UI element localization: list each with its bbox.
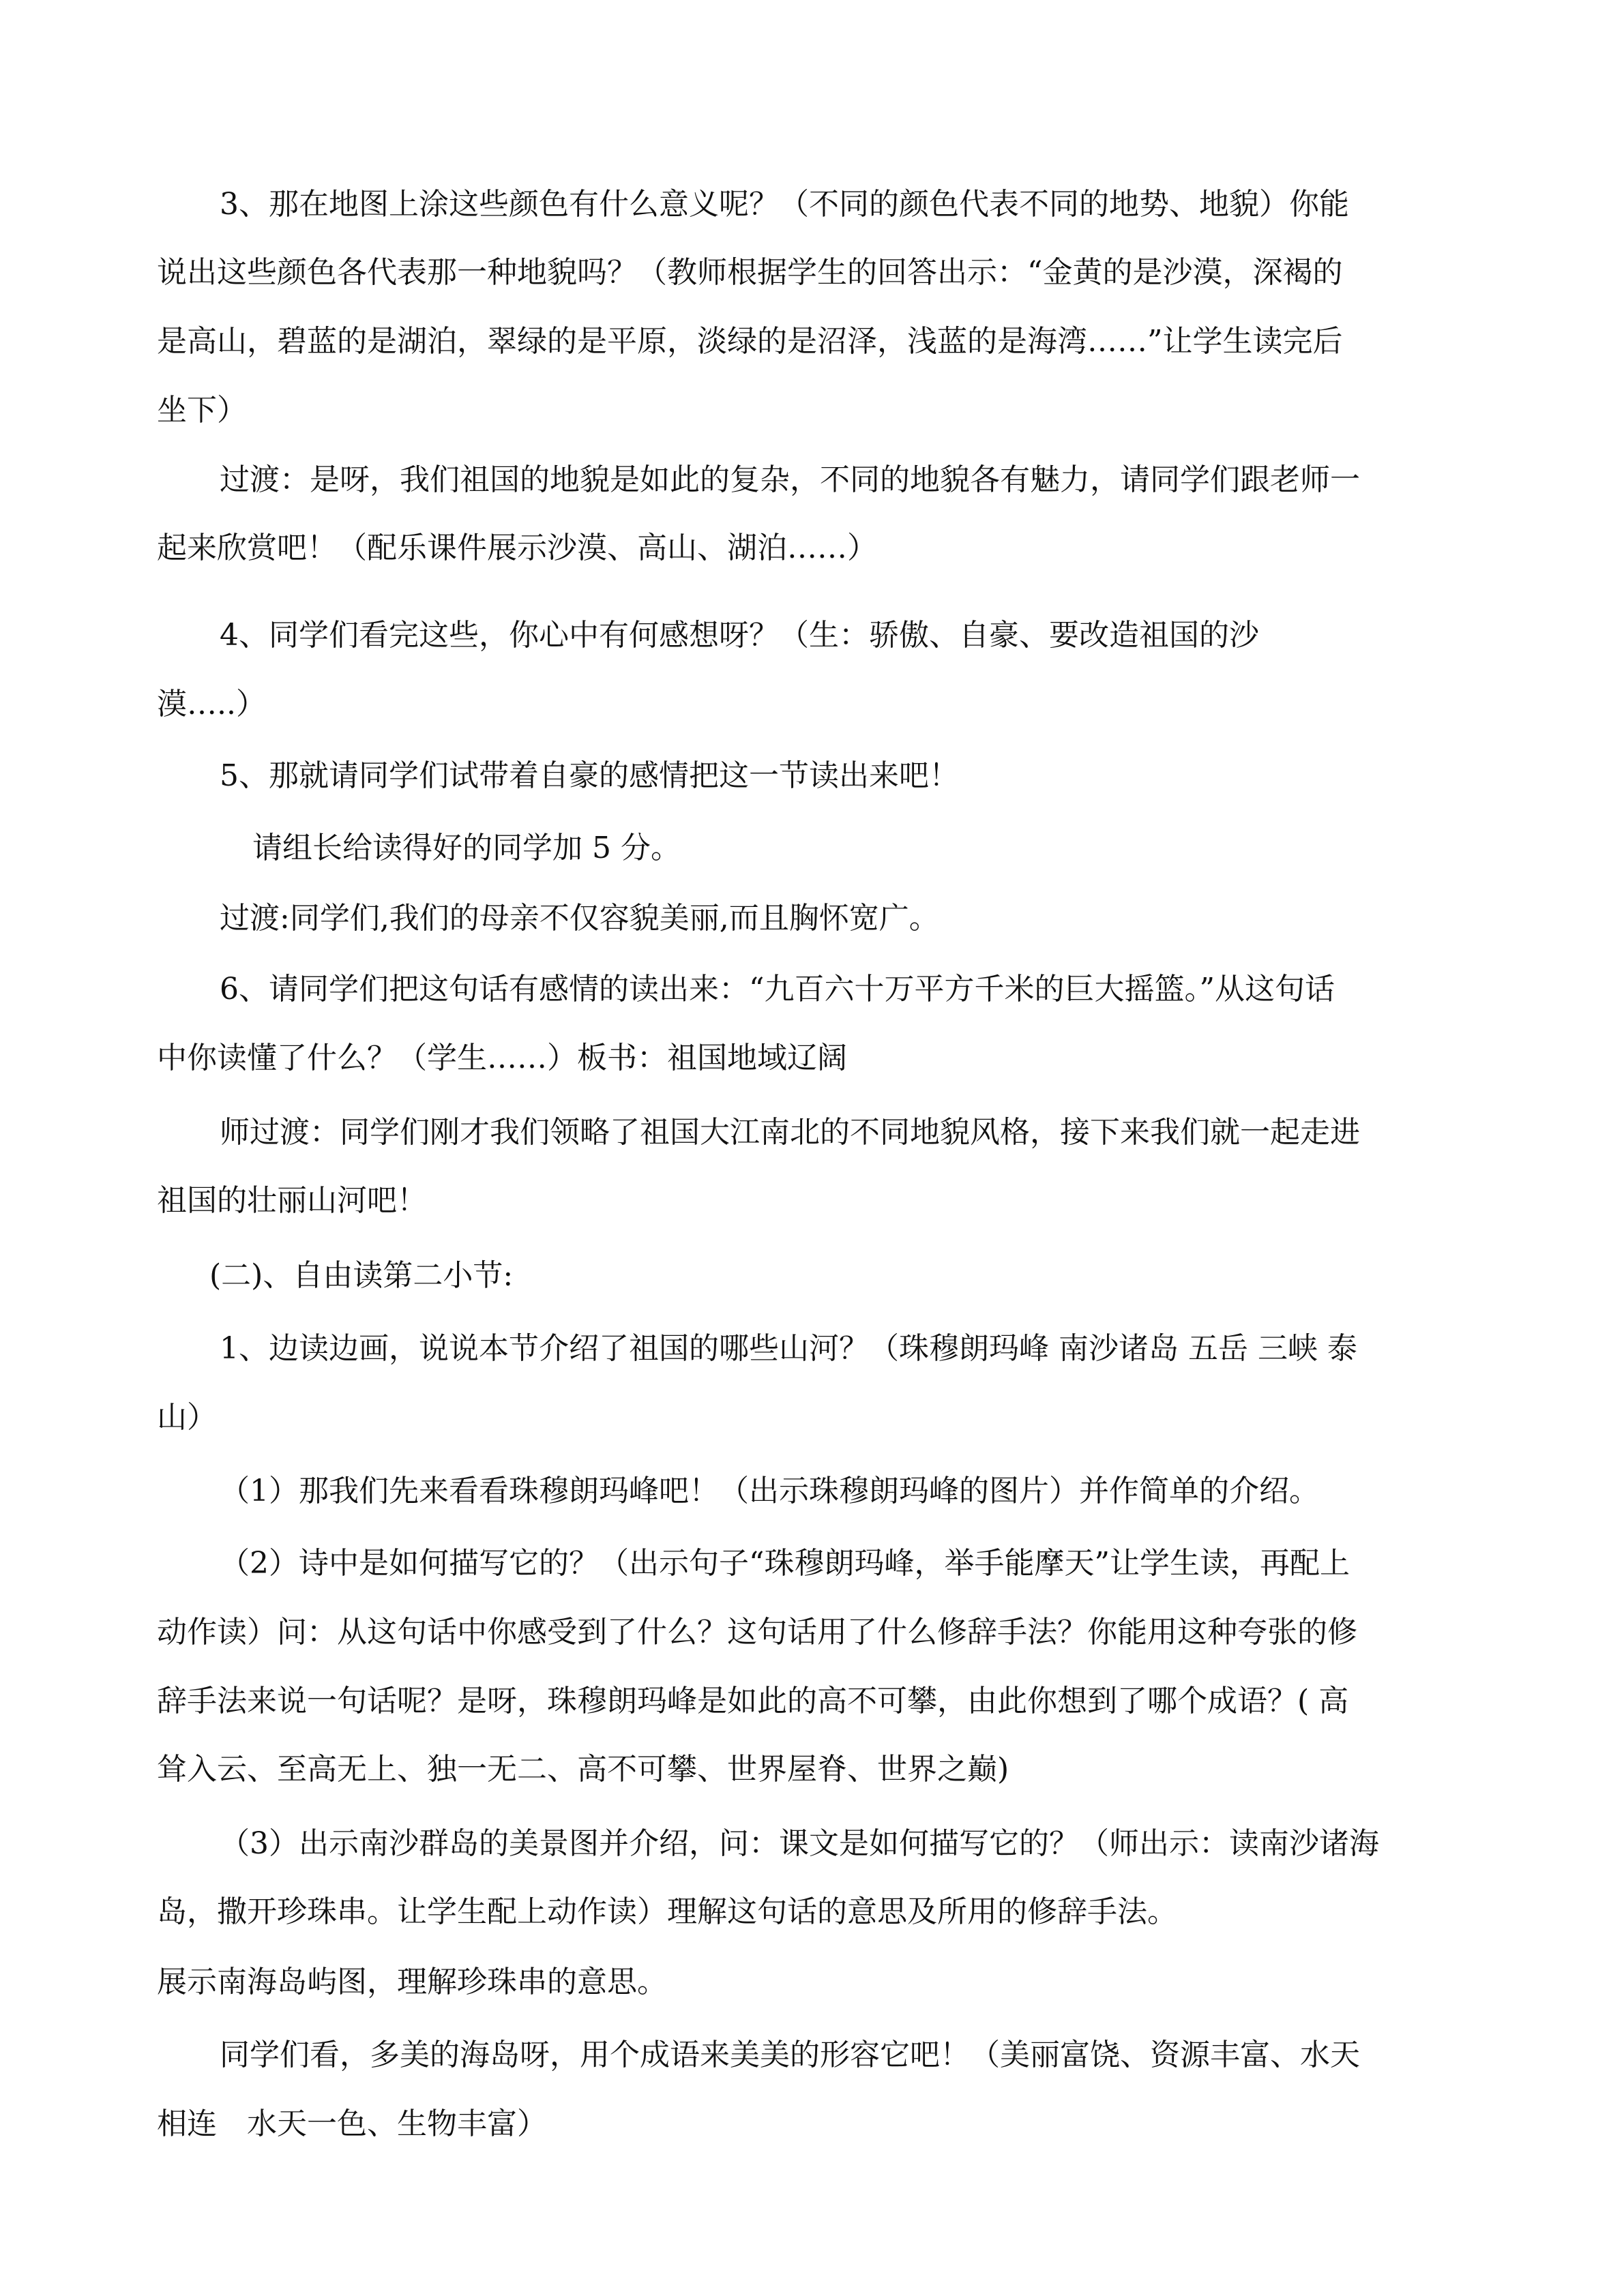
text-line: 展示南海岛屿图，理解珍珠串的意思。: [157, 1965, 667, 1999]
text-line: 过渡：是呀，我们祖国的地貌是如此的复杂，不同的地貌各有魅力，请同学们跟老师一: [220, 462, 1360, 497]
text-line: 耸入云、至高无上、独一无二、高不可攀、世界屋脊、世界之巅): [157, 1752, 1009, 1787]
section-heading: (二)、自由读第二小节:: [209, 1258, 514, 1293]
text-line: 3、那在地图上涂这些颜色有什么意义呢？（不同的颜色代表不同的地势、地貌）你能: [220, 187, 1349, 222]
text-line: 相连 水天一色、生物丰富）: [157, 2106, 547, 2141]
text-line: 过渡:同学们,我们的母亲不仅容貌美丽,而且胸怀宽广。: [220, 901, 939, 936]
text-line: 起来欣赏吧！（配乐课件展示沙漠、高山、湖泊……）: [157, 531, 877, 565]
text-line: 1、边读边画，说说本节介绍了祖国的哪些山河？（珠穆朗玛峰 南沙诸岛 五岳 三峡 泰: [220, 1331, 1357, 1366]
text-line: 山）: [157, 1400, 217, 1435]
text-line: 4、同学们看完这些，你心中有何感想呀？（生：骄傲、自豪、要改造祖国的沙: [220, 618, 1259, 653]
text-line: 辞手法来说一句话呢？是呀，珠穆朗玛峰是如此的高不可攀，由此你想到了哪个成语？( 高: [157, 1684, 1349, 1718]
text-line: （1）那我们先来看看珠穆朗玛峰吧！（出示珠穆朗玛峰的图片）并作简单的介绍。: [220, 1474, 1319, 1508]
text-line: （3）出示南沙群岛的美景图并介绍，问：课文是如何描写它的？（师出示：读南沙诸海: [220, 1826, 1379, 1861]
text-line: 师过渡：同学们刚才我们领略了祖国大江南北的不同地貌风格，接下来我们就一起走进: [220, 1115, 1360, 1150]
text-line: 同学们看，多美的海岛呀，用个成语来美美的形容它吧！（美丽富饶、资源丰富、水天: [220, 2038, 1360, 2072]
text-line: 是高山，碧蓝的是湖泊，翠绿的是平原，淡绿的是沼泽，浅蓝的是海湾……”让学生读完后: [157, 324, 1343, 359]
text-line: 5、那就请同学们试带着自豪的感情把这一节读出来吧！: [220, 758, 959, 793]
text-line: 动作读）问：从这句话中你感受到了什么？这句话用了什么修辞手法？你能用这种夸张的修: [157, 1615, 1357, 1650]
text-line: 祖国的壮丽山河吧！: [157, 1183, 427, 1218]
text-line: 漠…..）: [157, 687, 266, 721]
text-line: 说出这些颜色各代表那一种地貌吗？（教师根据学生的回答出示：“金黄的是沙漠，深褐的: [157, 255, 1343, 290]
text-line: 岛，撒开珍珠串。让学生配上动作读）理解这句话的意思及所用的修辞手法。: [157, 1894, 1177, 1929]
text-line: 坐下）: [157, 393, 247, 428]
text-line: 6、请同学们把这句话有感情的读出来：“九百六十万平方千米的巨大摇篮。”从这句话: [220, 972, 1335, 1007]
text-line: 中你读懂了什么？（学生……）板书：祖国地域辽阔: [157, 1041, 847, 1075]
text-line: （2）诗中是如何描写它的？（出示句子“珠穆朗玛峰，举手能摩天”让学生读，再配上: [220, 1546, 1350, 1581]
text-line: 请组长给读得好的同学加 5 分。: [252, 831, 681, 865]
